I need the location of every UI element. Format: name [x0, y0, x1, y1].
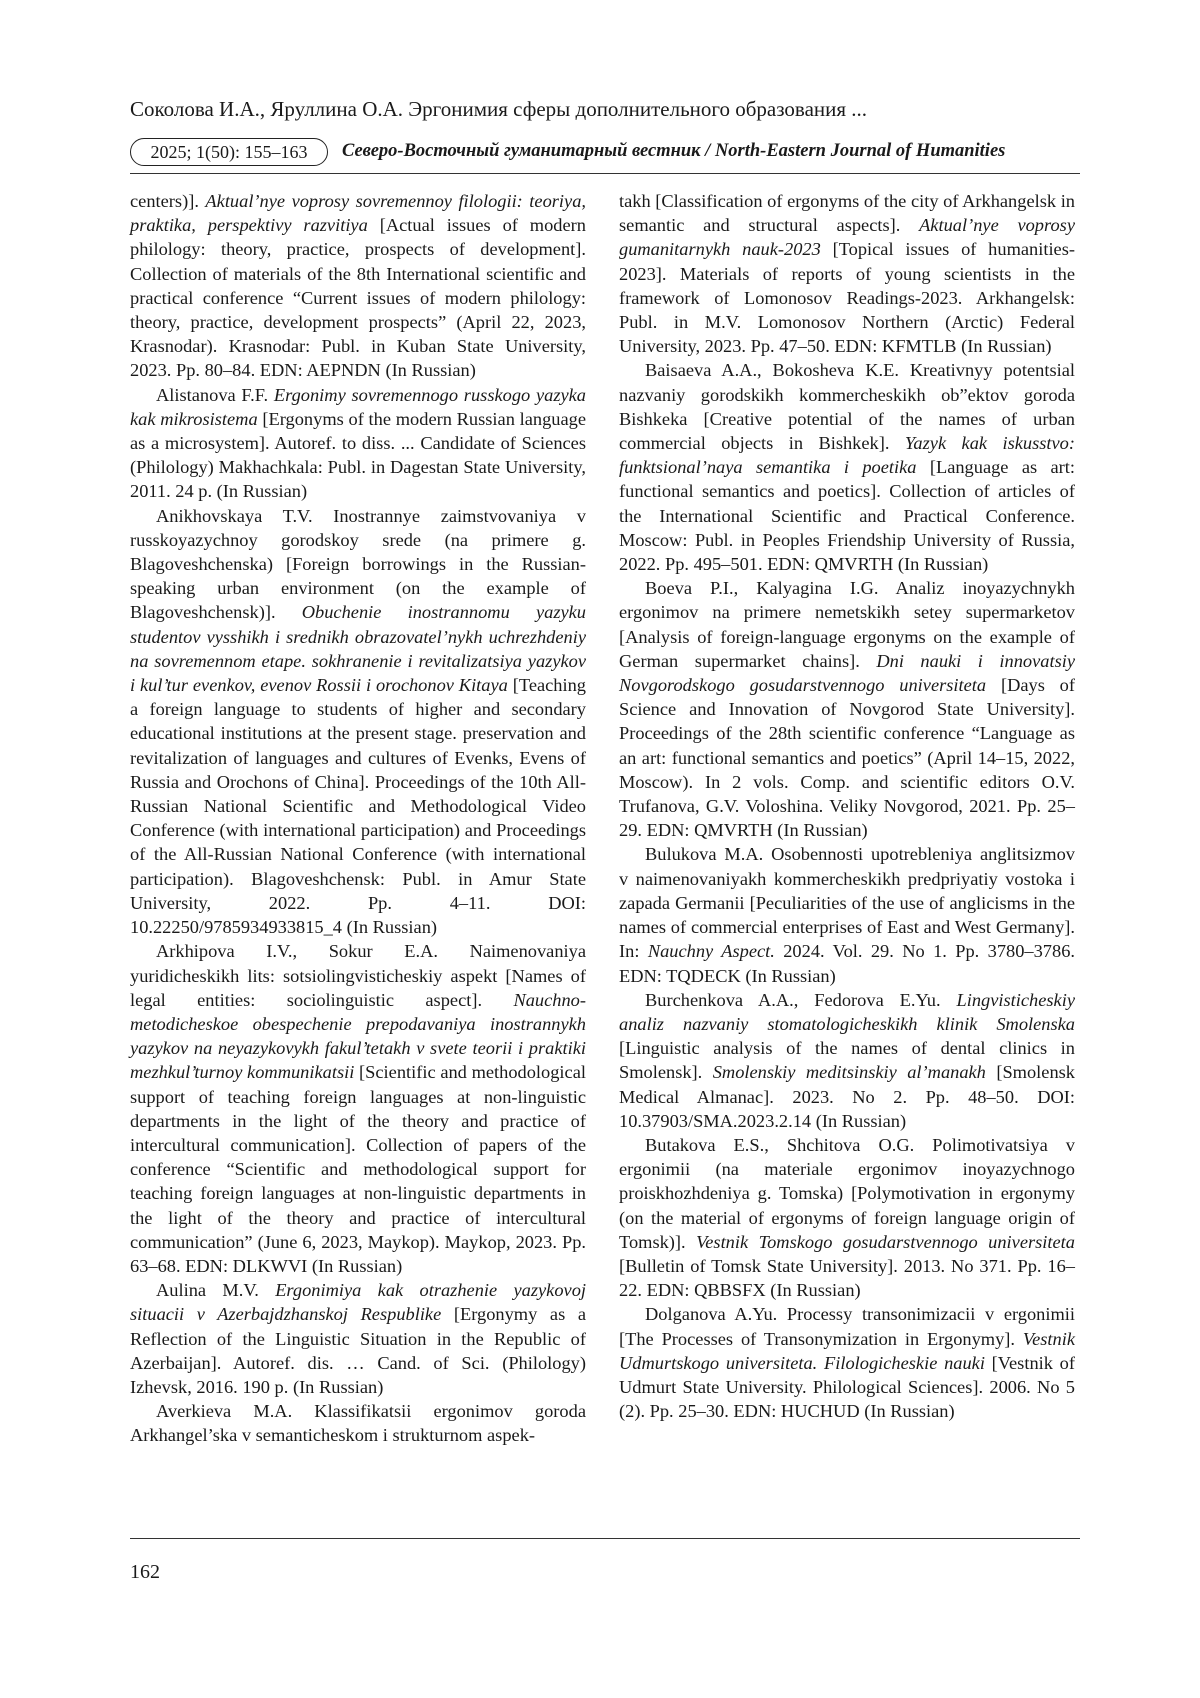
- reference-text: Aulina M.V.: [156, 1280, 276, 1301]
- reference-entry: [619, 576, 1075, 842]
- reference-entry: [130, 1399, 586, 1447]
- reference-text: [Smolensk Medical Almanac]. 2023. No 2. Pp. 48–50. DOI: 10.37903/SMA.2023.2.14 (In Russian): [619, 1062, 1075, 1131]
- reference-text: [Ergonyms of the modern Russian language as a microsystem]. Autoref. to diss. ... Candidate of Sciences (Philology) Makhachkala: Publ. in Dagestan State University, 2011. 24 p. (In Russian): [130, 408, 586, 502]
- left-column: [130, 189, 586, 1448]
- reference-text: Averkieva M.A. Klassifikatsii ergonimov goroda Arkhangel’ska v semanticheskom i strukturnom aspek-: [130, 1401, 586, 1446]
- reference-title-italic: Vestnik Tomskogo gosudarstvennogo universiteta: [696, 1231, 1075, 1252]
- reference-title-italic: Smolenskiy meditsinskiy al’manakh: [712, 1062, 986, 1083]
- reference-entry: [619, 358, 1075, 576]
- reference-text: Anikhovskaya T.V. Inostrannye zaimstvovaniya v russkoyazychnoy gorodskoy srede (na primere g. Blagoveshchenska) [Foreign borrowings in the Russian-speaking urban environment (on the example of Blagoveshchensk)].: [130, 505, 586, 623]
- issue-badge: 2025; 1(50): 155–163: [130, 138, 328, 166]
- reference-text: Bulukova M.A. Osobennosti upotrebleniya anglitsizmov v naimenovaniyakh kommercheskikh predpriyatiy vostoka i zapada Germanii [Peculiarities of the use of anglicisms in the names of commercial enterprises of East and West Germany]. In:: [619, 844, 1075, 962]
- reference-text: [Ergonymy as a Reflection of the Linguistic Situation in the Republic of Azerbaijan]. Autoref. dis. … Cand. of Sci. (Philology) Izhevsk, 2016. 190 p. (In Russian): [130, 1304, 586, 1397]
- reference-text: [Bulletin of Tomsk State University]. 2013. No 371. Pp. 16–22. EDN: QBBSFX (In Russian): [619, 1255, 1075, 1301]
- reference-text: [Vestnik of Udmurt State University. Philological Sciences]. 2006. No 5 (2). Pp. 25–30. EDN: HUCHUD (In Russian): [619, 1352, 1075, 1422]
- reference-title-italic: Yazyk kak iskusstvo: funktsional’naya semantika i poetika: [619, 433, 1075, 478]
- reference-text: Butakova E.S., Shchitova O.G. Polimotivatsiya v ergonimii (na materiale ergonimov inoyazychnogo proiskhozhdeniya g. Tomska) [Polymotivation in ergonymy (on the material of ergonyms of foreign language origin of Tomsk)].: [619, 1134, 1075, 1252]
- reference-entry: [130, 939, 586, 1278]
- reference-text: centers)].: [130, 191, 206, 211]
- right-column: [619, 189, 1075, 1423]
- reference-entry: [619, 1302, 1075, 1423]
- reference-title-italic: Dni nauki i innovatsiy Novgorodskogo gosudarstvennogo universiteta: [619, 650, 1075, 696]
- reference-text: 2024. Vol. 29. No 1. Pp. 3780–3786. EDN: TQDECK (In Russian): [619, 941, 1075, 986]
- reference-title-italic: Ergonimiya kak otrazhenie yazykovoj situacii v Azerbajdzhanskoj Respublike: [130, 1280, 586, 1325]
- reference-text: Burchenkova A.A., Fedorova E.Yu.: [645, 989, 957, 1010]
- reference-text: Arkhipova I.V., Sokur E.A. Naimenovaniya yuridicheskikh lits: sotsiolingvisticheskiy aspekt [Names of legal entities: sociolinguistic aspect].: [130, 941, 586, 1010]
- reference-entry: [130, 189, 586, 383]
- reference-entry: [619, 988, 1075, 1133]
- reference-text: [Linguistic analysis of the names of dental clinics in Smolensk].: [619, 1038, 1075, 1083]
- reference-text: [Topical issues of humanities-2023]. Materials of reports of young scientists in the framework of Lomonosov Readings-2023. Arkhangelsk: Publ. in M.V. Lomonosov Northern (Arctic) Federal University, 2023. Pp. 47–50. EDN: KFMTLB (In Russian): [619, 239, 1076, 357]
- header-divider: [130, 173, 1080, 174]
- page-number: 162: [130, 1561, 160, 1583]
- reference-title-italic: Aktual’nye voprosy gumanitarnykh nauk-2023: [619, 215, 1075, 260]
- reference-title-italic: Vestnik Udmurtskogo universiteta. Filologicheskie nauki: [619, 1328, 1075, 1373]
- reference-text: Dolganova A.Yu. Processy transonimizacii v ergonimii [The Processes of Transonymization in Ergonymy].: [619, 1304, 1075, 1349]
- reference-title-italic: Nauchny Aspect.: [647, 941, 775, 962]
- reference-entry: [130, 1278, 586, 1399]
- reference-text: takh [Classification of ergonyms of the city of Arkhangelsk in semantic and structural aspects].: [619, 191, 1075, 236]
- reference-text: [Days of Science and Innovation of Novgorod State University]. Proceedings of the 28th scientific conference “Language as an art: functional semantics and poetics” (April 14–15, 2022, Moscow). In 2 vols. Comp. and scientific editors O.V. Trufanova, G.V. Voloshina. Veliky Novgorod, 2021. Pp. 25–29. EDN: QMVRTH (In Russian): [619, 675, 1076, 841]
- reference-title-italic: Obuchenie inostrannomu yazyku studentov vysshikh i srednikh obrazovatel’nykh uchrezhdeniy na sovremennom etape. sokhranenie i revitalizatsiya yazykov i kul’tur evenkov, evenov Rossii i orochonov Kitaya: [130, 602, 586, 696]
- running-head: Соколова И.А., Яруллина О.А. Эргонимия сферы дополнительного образования ...: [130, 97, 868, 121]
- reference-text: Alistanova F.F.: [156, 384, 274, 405]
- reference-entry: [130, 504, 586, 940]
- reference-text: [Scientific and methodological support of teaching foreign languages at non-linguistic departments in the light of the theory and practice of intercultural communication]. Collection of papers of the conference “Scientific and methodological support for teaching foreign languages at non-linguistic departments in the light of the theory and practice of intercultural communication” (June 6, 2023, Maykop). Maykop, 2023. Pp. 63–68. EDN: DLKWVI (In Russian): [130, 1062, 586, 1276]
- reference-text: [Teaching a foreign language to students of higher and secondary educational institutions at the present stage. preservation and revitalization of languages and cultures of Evenks, Evens of Russia and Orochons of China]. Proceedings of the 10th All-Russian National Scientific and Methodological Video Conference (with international participation) and Proceedings of the All-Russian National Conference (with international participation). Blagoveshchensk: Publ. in Amur State University, 2022. Pp. 4–11. DOI: 10.22250/9785934933815_4 (In Russian): [130, 675, 586, 938]
- reference-text: Boeva P.I., Kalyagina I.G. Analiz inoyazychnykh ergonimov na primere nemetskikh setey supermarketov [Analysis of foreign-language ergonyms on the example of German supermarket chains].: [619, 578, 1075, 671]
- journal-title: Северо-Восточный гуманитарный вестник / North-Eastern Journal of Humanities: [342, 141, 1006, 161]
- reference-title-italic: Aktual’nye voprosy sovremennoy filologii: teoriya, praktika, perspektivy razvitiya: [130, 191, 586, 236]
- reference-text: [Language as art: functional semantics and poetics]. Collection of articles of the International Scientific and Practical Conference. Moscow: Publ. in Peoples Friendship University of Russia, 2022. Pp. 495–501. EDN: QMVRTH (In Russian): [619, 457, 1075, 575]
- reference-title-italic: Nauchno-metodicheskoe obespechenie prepodavaniya inostrannykh yazykov na neyazykovykh fakul’tetakh v svete teorii i praktiki mezhkul’turnoy kommunikatsii: [130, 989, 586, 1083]
- reference-entry: [619, 842, 1075, 987]
- reference-entry: [619, 189, 1075, 358]
- footer-divider: [130, 1538, 1080, 1539]
- reference-entry: [619, 1133, 1075, 1302]
- reference-title-italic: Ergonimy sovremennogo russkogo yazyka kak mikrosistema: [130, 384, 587, 429]
- journal-line: [130, 136, 1070, 170]
- reference-title-italic: Lingvisticheskiy analiz nazvaniy stomatologicheskikh klinik Smolenska: [619, 989, 1075, 1034]
- reference-entry: [130, 383, 586, 504]
- reference-text: Baisaeva A.A., Bokosheva K.E. Kreativnyy potentsial nazvaniy gorodskikh kommercheskikh ob”ektov goroda Bishkeka [Creative potential of the names of urban commercial objects in Bishkek].: [619, 360, 1075, 454]
- reference-text: [Actual issues of modern philology: theory, practice, prospects of development]. Collection of materials of the 8th International scientific and practical conference “Current issues of modern philology: theory, practice, development prospects” (April 22, 2023, Krasnodar). Krasnodar: Publ. in Kuban State University, 2023. Pp. 80–84. EDN: AEPNDN (In Russian): [130, 215, 586, 381]
